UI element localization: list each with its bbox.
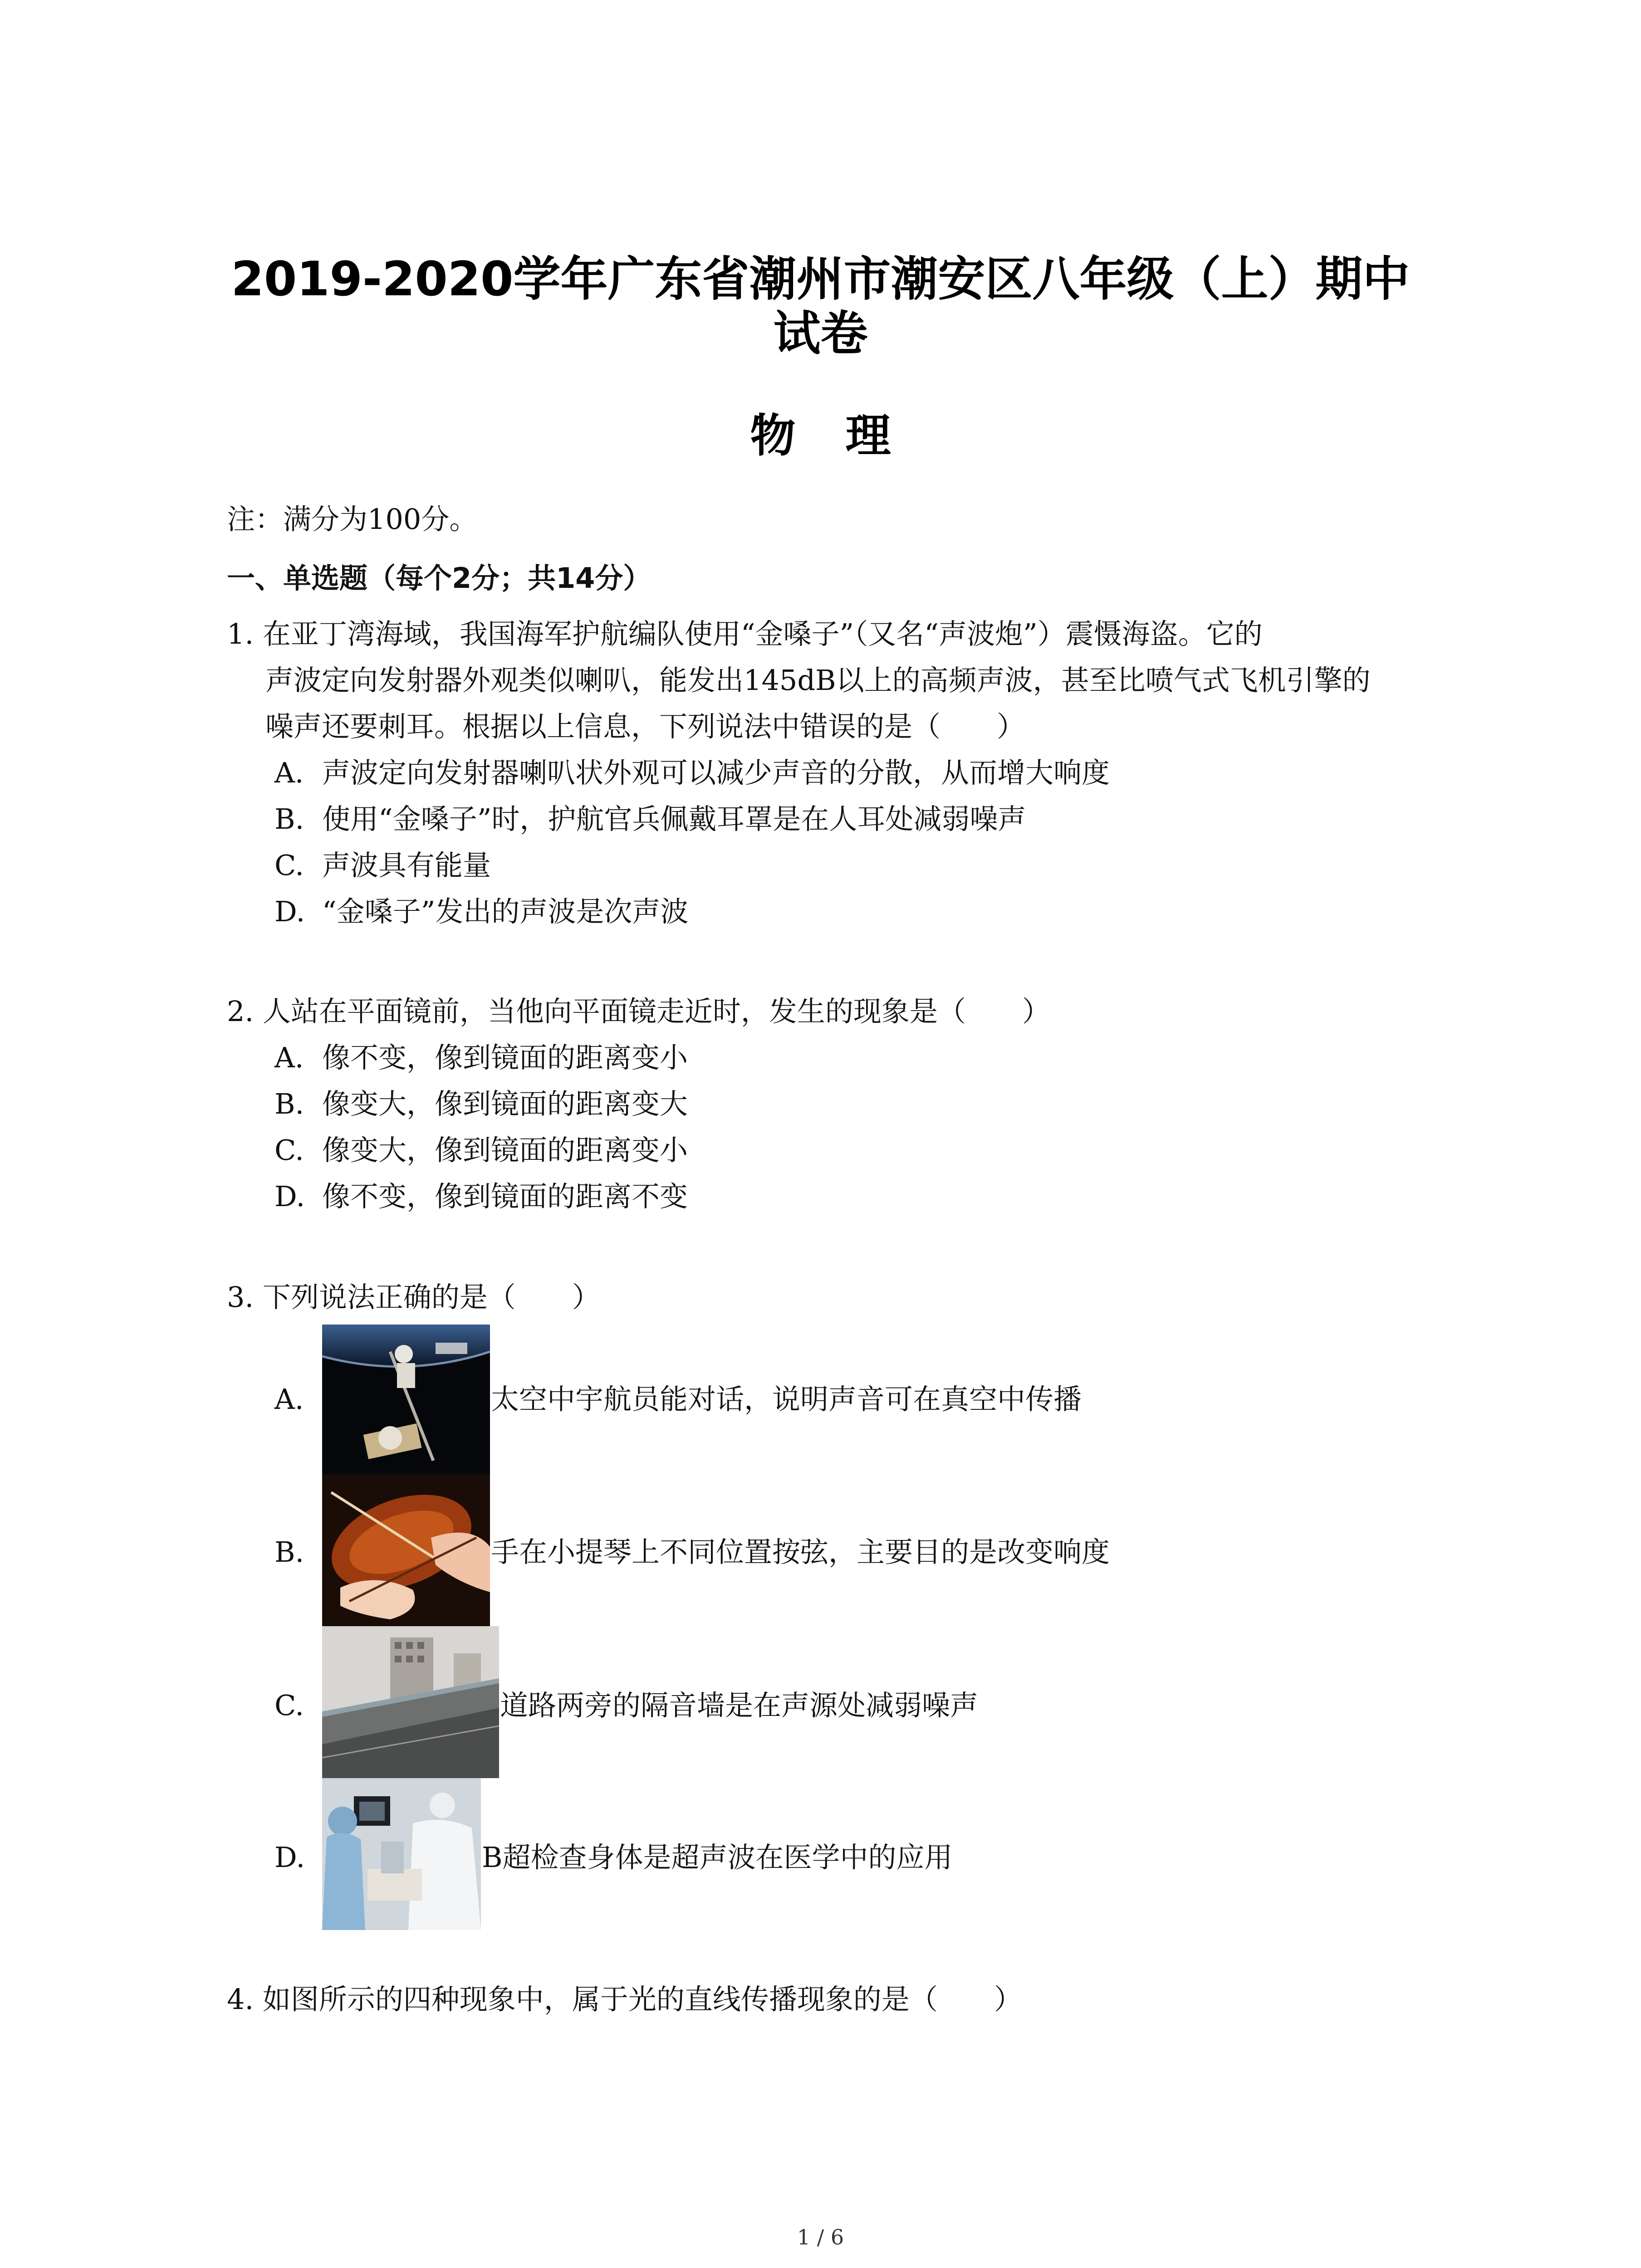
exam-title-line2: 试卷 bbox=[773, 306, 868, 361]
q3-stem: 3. 下列说法正确的是（ ） bbox=[227, 1281, 600, 1314]
q2-option-a[interactable]: A. 像不变，像到镜面的距离变小 bbox=[274, 1041, 688, 1074]
violin-photo bbox=[322, 1474, 490, 1626]
q3-option-b-text: 手在小提琴上不同位置按弦，主要目的是改变响度 bbox=[491, 1535, 1110, 1569]
q3-option-c-letter[interactable]: C. bbox=[274, 1689, 304, 1722]
score-note: 注：满分为100分。 bbox=[227, 503, 478, 536]
q4-stem: 4. 如图所示的四种现象中，属于光的直线传播现象的是（ ） bbox=[227, 1983, 1022, 2016]
q1-stem-line3: 噪声还要刺耳。根据以上信息，下列说法中错误的是（ ） bbox=[265, 710, 1025, 743]
sound-barrier-photo bbox=[322, 1626, 499, 1778]
section-heading-single-choice: 一、单选题（每个2分；共14分） bbox=[227, 562, 652, 595]
page-number: 1 / 6 bbox=[797, 2225, 844, 2249]
ultrasound-photo bbox=[322, 1778, 481, 1930]
ultrasound-photo-icon bbox=[322, 1778, 481, 1930]
q1-option-d[interactable]: D. “金嗓子”发出的声波是次声波 bbox=[274, 895, 689, 928]
sound-barrier-photo-icon bbox=[322, 1626, 499, 1778]
q2-option-b[interactable]: B. 像变大，像到镜面的距离变大 bbox=[274, 1087, 688, 1120]
q3-option-a-text: 太空中宇航员能对话，说明声音可在真空中传播 bbox=[491, 1383, 1082, 1416]
astronaut-photo bbox=[322, 1325, 490, 1474]
q1-option-b[interactable]: B. 使用“金嗓子”时，护航官兵佩戴耳罩是在人耳处减弱噪声 bbox=[274, 802, 1026, 836]
subject-heading: 物理 bbox=[750, 409, 941, 462]
q3-option-d-letter[interactable]: D. bbox=[274, 1841, 305, 1874]
q2-option-c[interactable]: C. 像变大，像到镜面的距离变小 bbox=[274, 1134, 688, 1167]
exam-title-line1: 2019-2020学年广东省潮州市潮安区八年级（上）期中 bbox=[231, 251, 1410, 307]
q1-option-c[interactable]: C. 声波具有能量 bbox=[274, 849, 491, 882]
q3-option-d-text: B超检查身体是超声波在医学中的应用 bbox=[482, 1841, 953, 1874]
q3-option-a-letter[interactable]: A. bbox=[274, 1383, 304, 1416]
q1-option-a[interactable]: A. 声波定向发射器喇叭状外观可以减少声音的分散，从而增大响度 bbox=[274, 756, 1110, 789]
q3-option-c-text: 道路两旁的隔音墙是在声源处减弱噪声 bbox=[500, 1689, 979, 1722]
q3-option-b-letter[interactable]: B. bbox=[274, 1535, 304, 1569]
q2-option-d[interactable]: D. 像不变，像到镜面的距离不变 bbox=[274, 1180, 688, 1213]
q2-stem: 2. 人站在平面镜前，当他向平面镜走近时，发生的现象是（ ） bbox=[227, 995, 1050, 1028]
q1-stem-line2: 声波定向发射器外观类似喇叭，能发出145dB以上的高频声波，甚至比喷气式飞机引擎的 bbox=[265, 664, 1371, 697]
astronaut-photo-icon bbox=[322, 1325, 490, 1474]
q1-stem-line1: 1. 在亚丁湾海域，我国海军护航编队使用“金嗓子”（又名“声波炮”）震慑海盗。它的 bbox=[227, 617, 1263, 650]
violin-photo-icon bbox=[322, 1474, 490, 1626]
